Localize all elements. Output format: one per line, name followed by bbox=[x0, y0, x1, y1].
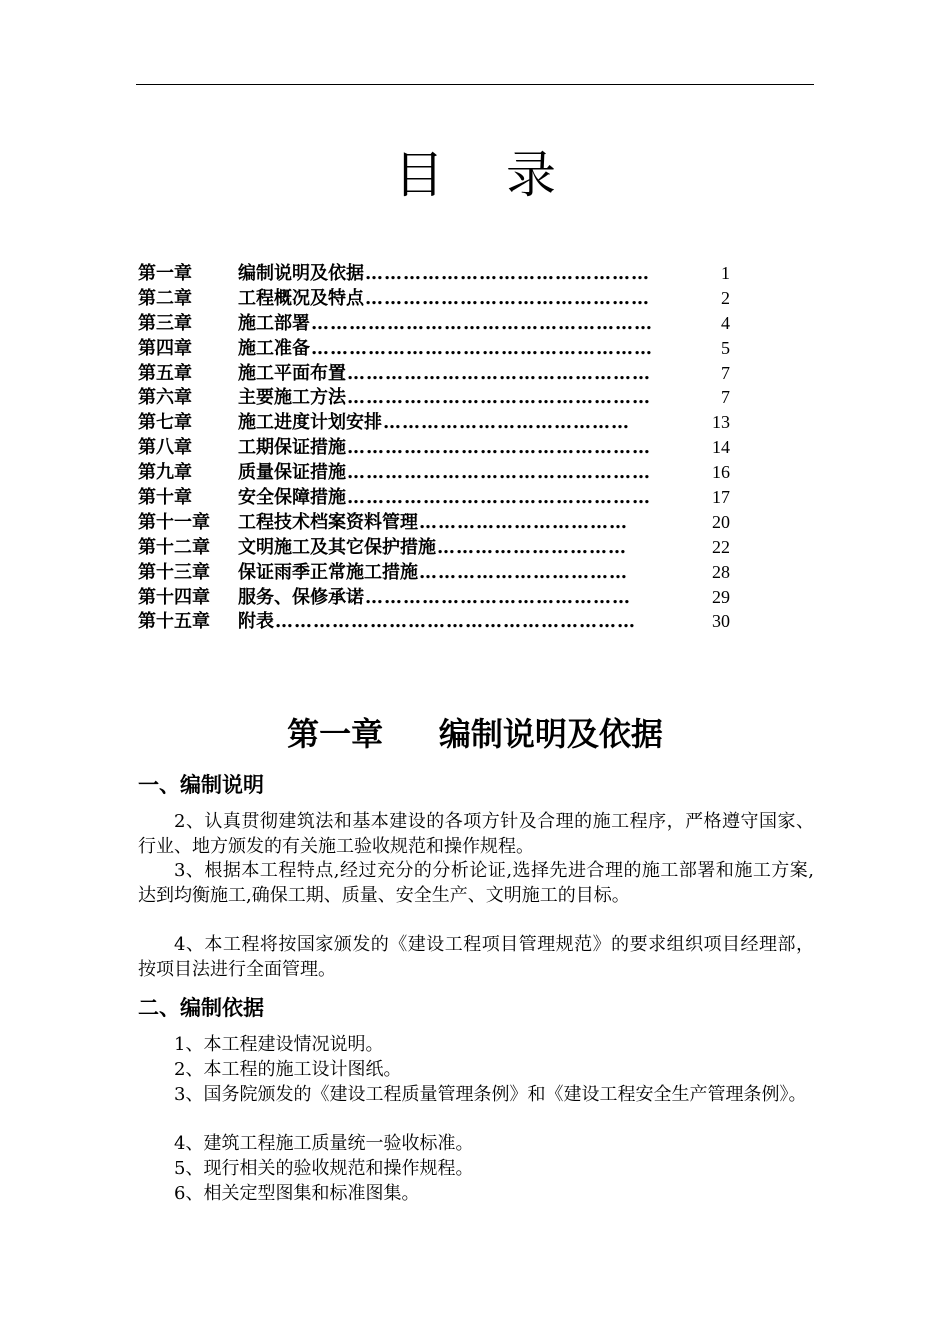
toc-page-number: 13 bbox=[712, 412, 730, 433]
section-heading-compilation-basis: 二、编制依据 bbox=[138, 995, 264, 1020]
toc-chapter-label: 第五章 bbox=[138, 362, 192, 384]
toc-leader-dots: ………………………………………… bbox=[347, 487, 651, 509]
toc-page-number: 5 bbox=[721, 337, 730, 358]
paragraph: 3、根据本工程特点,经过充分的分析论证,选择先进合理的施工部署和施工方案,达到均衡施工,确保工期、质量、安全生产、文明施工的目标。 bbox=[138, 860, 814, 906]
toc-page-number: 30 bbox=[712, 611, 730, 632]
toc-page-number: 4 bbox=[721, 312, 730, 333]
chapter-1-heading: 第一章 编制说明及依据 bbox=[287, 715, 663, 753]
toc-chapter-label: 第二章 bbox=[138, 287, 192, 309]
toc-page-number: 1 bbox=[721, 263, 730, 283]
toc-chapter-name: 施工部署 bbox=[238, 312, 310, 334]
toc-chapter-name: 保证雨季正常施工措施 bbox=[238, 561, 418, 583]
toc-entry bbox=[138, 609, 730, 634]
toc-leader-dots: ………………………………………… bbox=[347, 387, 651, 409]
toc-leader-dots: ……………………………………… bbox=[365, 287, 650, 309]
toc-entry bbox=[138, 585, 730, 610]
toc-entry bbox=[138, 286, 730, 311]
toc-chapter-name: 安全保障措施 bbox=[238, 487, 346, 509]
header-rule bbox=[136, 84, 814, 85]
toc-chapter-label: 第四章 bbox=[138, 337, 192, 359]
toc-entry bbox=[138, 435, 730, 460]
toc-page-number: 14 bbox=[712, 437, 730, 458]
toc-title: 目录 bbox=[394, 146, 618, 204]
toc-page-number: 20 bbox=[712, 511, 730, 532]
list-item: 1、本工程建设情况说明。 bbox=[174, 1034, 384, 1055]
toc-leader-dots: ……………………………………… bbox=[365, 263, 650, 284]
toc-chapter-name: 文明施工及其它保护措施 bbox=[238, 536, 436, 558]
toc-chapter-label: 第八章 bbox=[138, 437, 192, 459]
toc-page-number: 2 bbox=[721, 287, 730, 308]
toc-chapter-name: 质量保证措施 bbox=[238, 462, 346, 484]
toc-page-number: 7 bbox=[721, 387, 730, 408]
toc-leader-dots: …………………………… bbox=[419, 511, 628, 533]
toc-chapter-label: 第三章 bbox=[138, 312, 192, 334]
toc-chapter-label: 第十二章 bbox=[138, 536, 210, 558]
toc-entry bbox=[138, 535, 730, 560]
toc-entry bbox=[138, 336, 730, 361]
toc-chapter-label: 第七章 bbox=[138, 412, 192, 434]
toc-chapter-label: 第十三章 bbox=[138, 561, 210, 583]
toc-chapter-name: 附表 bbox=[238, 611, 274, 633]
toc-entry bbox=[138, 485, 730, 510]
toc-leader-dots: ………………………………………… bbox=[347, 437, 651, 459]
toc-chapter-label: 第十四章 bbox=[138, 586, 210, 608]
toc-leader-dots: ………………………………………… bbox=[347, 362, 651, 384]
toc-chapter-label: 第六章 bbox=[138, 387, 192, 409]
list-item: 2、本工程的施工设计图纸。 bbox=[174, 1059, 402, 1080]
toc-chapter-name: 工程概况及特点 bbox=[238, 287, 364, 309]
list-item: 5、现行相关的验收规范和操作规程。 bbox=[174, 1158, 474, 1179]
toc-leader-dots: …………………………………… bbox=[365, 586, 631, 608]
toc-chapter-label: 第十一章 bbox=[138, 511, 210, 533]
toc-leader-dots: …………………………… bbox=[419, 561, 628, 583]
toc-entry bbox=[138, 385, 730, 410]
toc-chapter-label: 第一章 bbox=[138, 263, 192, 284]
toc-page-number: 7 bbox=[721, 362, 730, 383]
toc-entry bbox=[138, 261, 730, 286]
toc-page-number: 29 bbox=[712, 586, 730, 607]
paragraph: 2、认真贯彻建筑法和基本建设的各项方针及合理的施工程序，严格遵守国家、行业、地方颁发的有关施工验收规范和操作规程。 bbox=[138, 811, 814, 857]
toc-page-number: 17 bbox=[712, 487, 730, 508]
toc-leader-dots: ………………………………………………… bbox=[275, 611, 636, 633]
toc-page-number: 28 bbox=[712, 561, 730, 582]
toc-chapter-name: 施工平面布置 bbox=[238, 362, 346, 384]
toc-entry bbox=[138, 510, 730, 535]
section-heading-compilation-notes: 一、编制说明 bbox=[138, 772, 264, 797]
toc-leader-dots: ………………………………… bbox=[383, 412, 630, 434]
toc-entry bbox=[138, 410, 730, 435]
toc-entry bbox=[138, 361, 730, 386]
toc-chapter-name: 施工进度计划安排 bbox=[238, 412, 382, 434]
toc-leader-dots: ………………………………………… bbox=[347, 462, 651, 484]
list-item: 4、建筑工程施工质量统一验收标准。 bbox=[174, 1133, 474, 1154]
toc-chapter-label: 第九章 bbox=[138, 462, 192, 484]
toc-page-number: 22 bbox=[712, 536, 730, 557]
toc-leader-dots: ………………………… bbox=[437, 536, 627, 558]
toc-entry bbox=[138, 460, 730, 485]
toc-chapter-name: 工期保证措施 bbox=[238, 437, 346, 459]
toc-chapter-name: 服务、保修承诺 bbox=[238, 586, 364, 608]
toc-chapter-label: 第十章 bbox=[138, 487, 192, 509]
toc-chapter-name: 主要施工方法 bbox=[238, 387, 346, 409]
toc-chapter-name: 编制说明及依据 bbox=[238, 263, 364, 284]
toc-leader-dots: ……………………………………………… bbox=[311, 337, 653, 359]
table-of-contents bbox=[138, 261, 730, 634]
list-item: 3、国务院颁发的《建设工程质量管理条例》和《建设工程安全生产管理条例》。 bbox=[174, 1084, 807, 1105]
toc-entry bbox=[138, 560, 730, 585]
toc-entry bbox=[138, 311, 730, 336]
toc-chapter-label: 第十五章 bbox=[138, 611, 210, 633]
toc-leader-dots: ……………………………………………… bbox=[311, 312, 653, 334]
toc-chapter-name: 工程技术档案资料管理 bbox=[238, 511, 418, 533]
list-item: 6、相关定型图集和标准图集。 bbox=[174, 1183, 420, 1204]
toc-chapter-name: 施工准备 bbox=[238, 337, 310, 359]
paragraph: 4、本工程将按国家颁发的《建设工程项目管理规范》的要求组织项目经理部，按项目法进行全面管理。 bbox=[138, 934, 814, 980]
toc-page-number: 16 bbox=[712, 462, 730, 483]
